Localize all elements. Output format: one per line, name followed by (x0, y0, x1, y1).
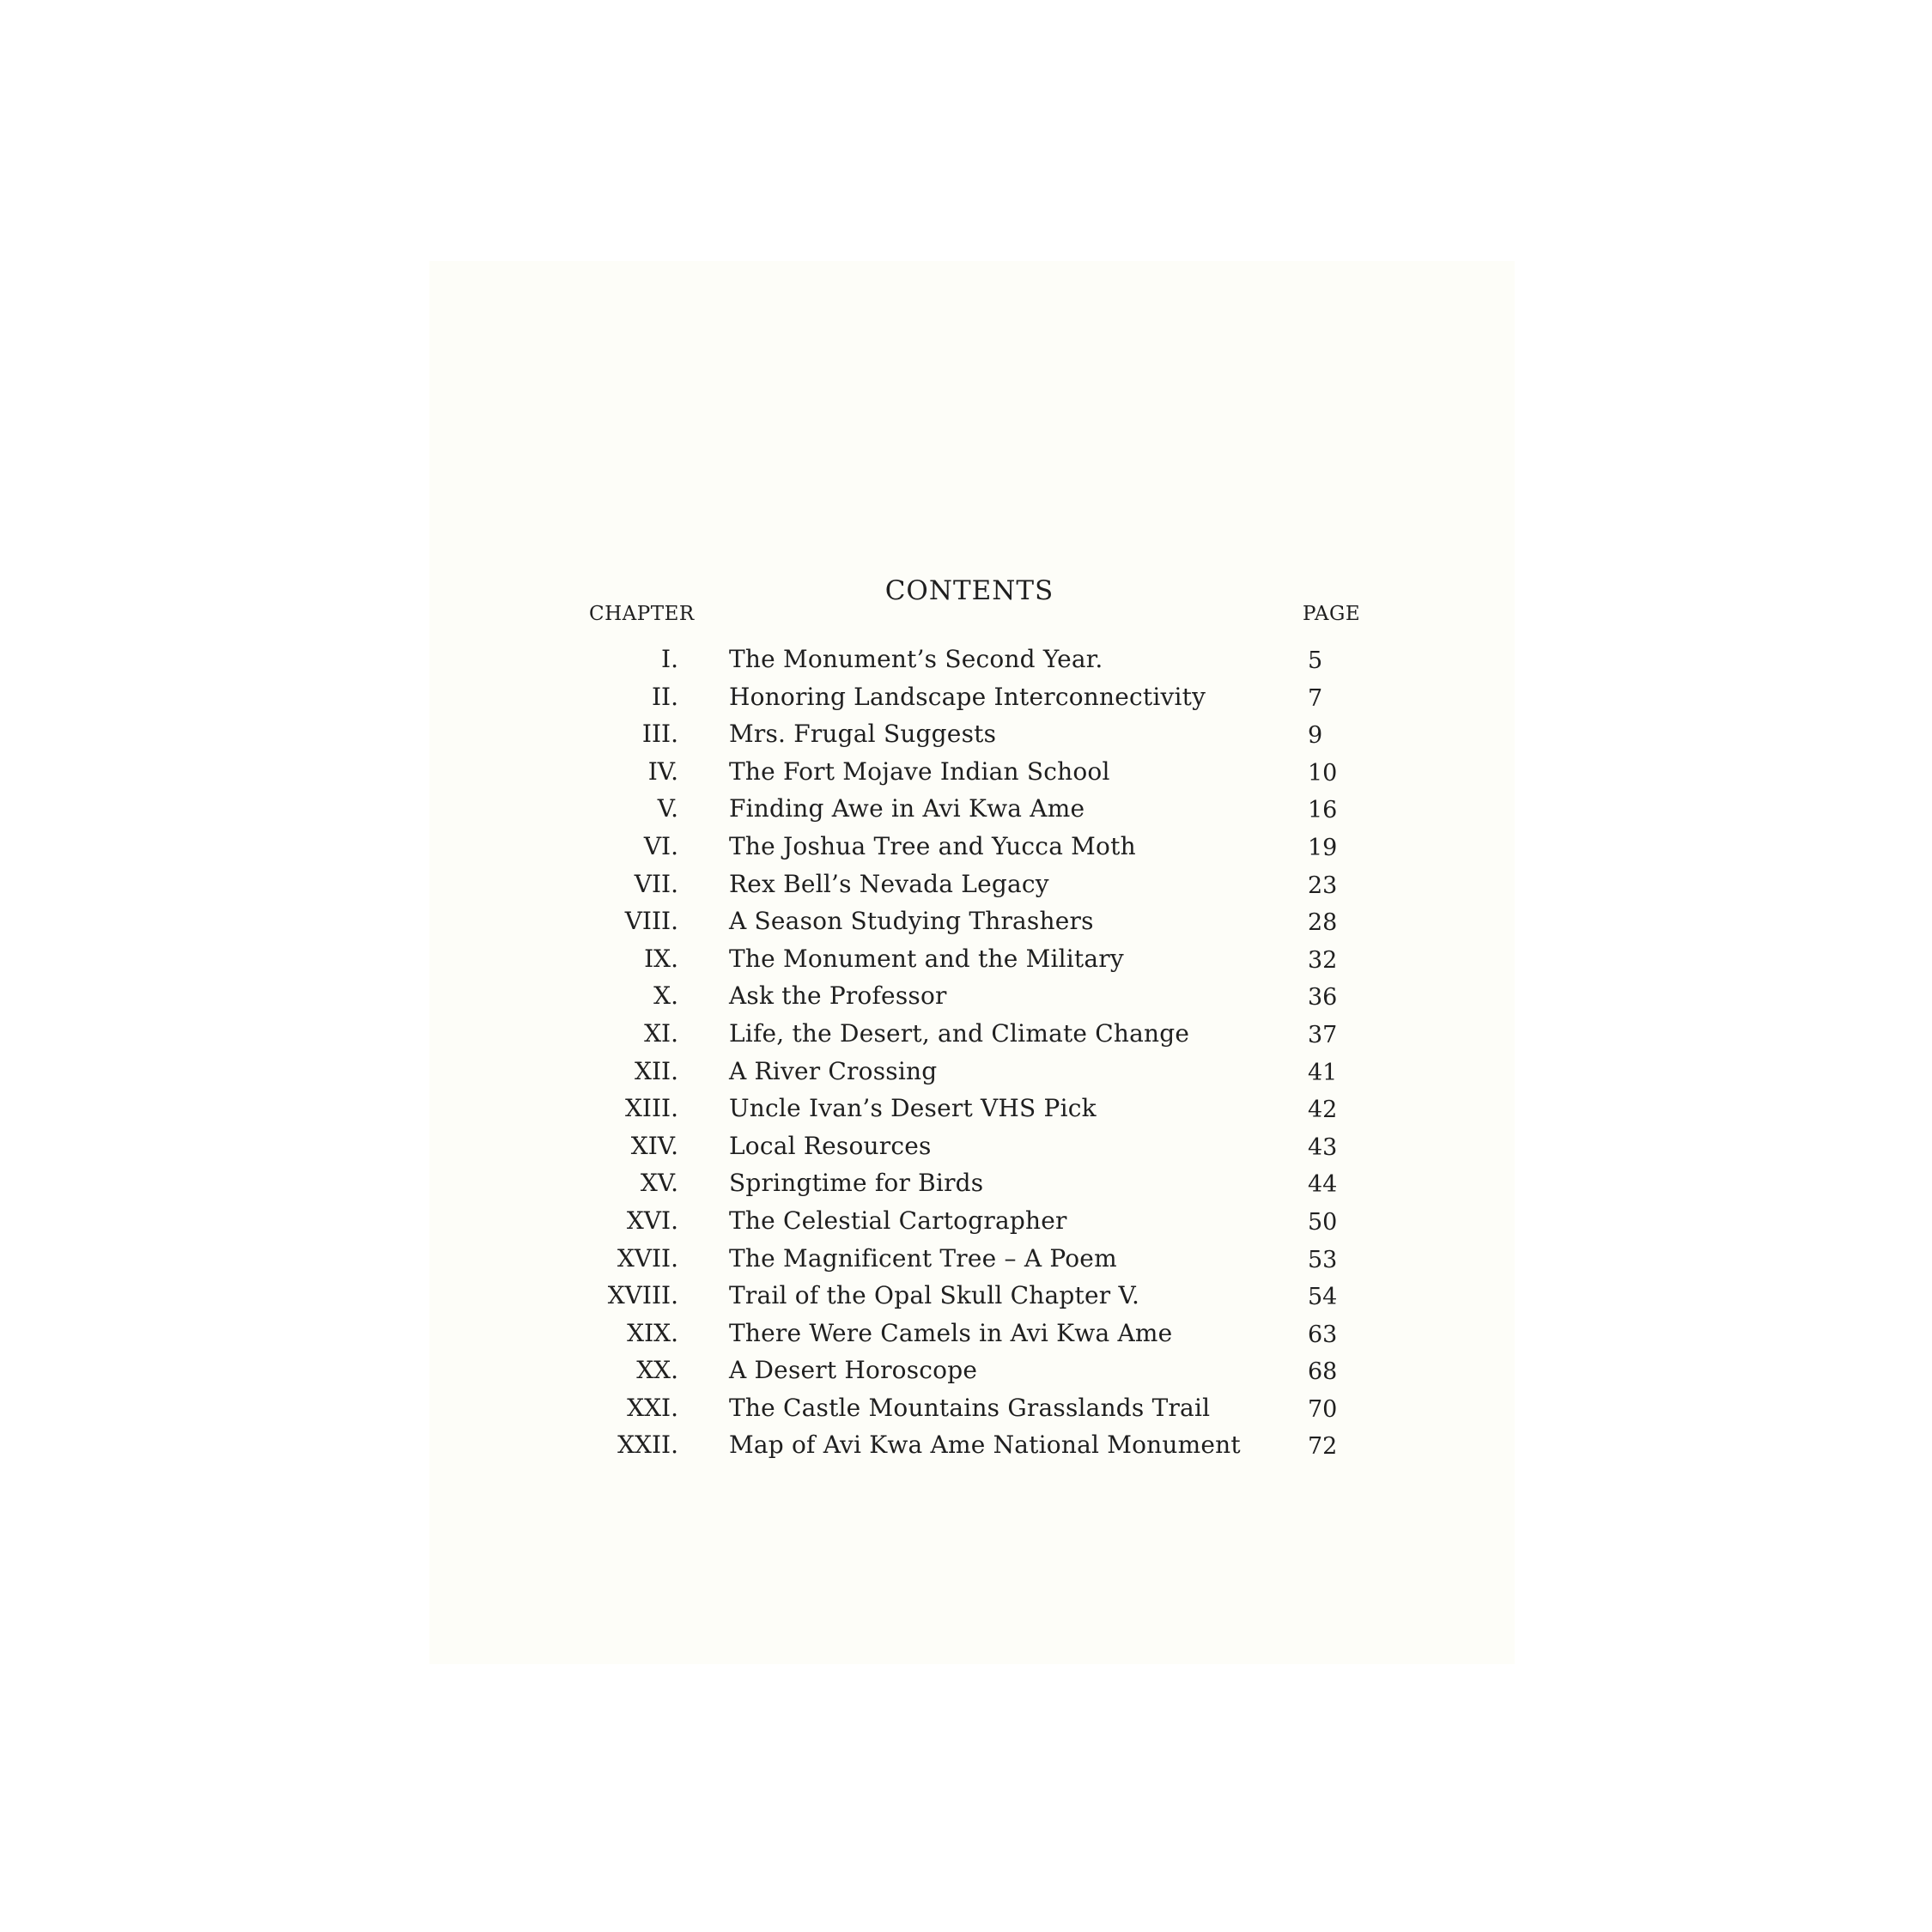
page-number: 23 (1308, 872, 1338, 899)
chapter-number: V. (657, 794, 678, 823)
toc-entry (429, 1053, 1515, 1091)
toc-entry (429, 940, 1515, 978)
page-number: 70 (1308, 1395, 1338, 1423)
toc-entry (429, 1015, 1515, 1053)
toc-entry (429, 1127, 1515, 1165)
chapter-number: VIII. (624, 907, 678, 936)
chapter-title: Trail of the Opal Skull Chapter V. (729, 1281, 1140, 1310)
page-number: 37 (1308, 1021, 1338, 1048)
page-number: 41 (1308, 1059, 1338, 1086)
page-number: 28 (1308, 909, 1338, 937)
chapter-title: The Joshua Tree and Yucca Moth (729, 831, 1136, 860)
page-number: 63 (1308, 1321, 1338, 1348)
chapter-title: Local Resources (729, 1131, 932, 1160)
chapter-title: The Celestial Cartographer (729, 1206, 1067, 1235)
page-number: 43 (1308, 1133, 1338, 1161)
toc-entry (429, 1090, 1515, 1127)
page-number: 53 (1308, 1246, 1338, 1273)
chapter-title: Ask the Professor (729, 981, 947, 1011)
chapter-title: Map of Avi Kwa Ame National Monument (729, 1431, 1241, 1460)
toc-entry (429, 1240, 1515, 1278)
chapter-number: XX. (636, 1356, 678, 1385)
chapter-number: VII. (634, 869, 678, 898)
chapter-number: XVIII. (607, 1281, 678, 1310)
chapter-title: Springtime for Birds (729, 1169, 984, 1198)
page-number: 36 (1308, 984, 1338, 1012)
page-number: 68 (1308, 1358, 1338, 1386)
page-number: 72 (1308, 1433, 1338, 1461)
chapter-number: X. (653, 981, 678, 1011)
toc-entry (429, 977, 1515, 1015)
chapter-title: Uncle Ivan’s Desert VHS Pick (729, 1094, 1097, 1123)
toc-entry (429, 641, 1515, 678)
toc-entry (429, 902, 1515, 940)
chapter-number: XIX. (627, 1318, 678, 1347)
toc-entry (429, 1315, 1515, 1352)
page-number: 7 (1308, 684, 1323, 712)
toc-entry (429, 1277, 1515, 1315)
toc-entry (429, 828, 1515, 866)
chapter-number: XV. (640, 1169, 678, 1198)
chapter-title: The Fort Mojave Indian School (729, 756, 1110, 786)
page-number: 16 (1308, 797, 1338, 824)
toc-entry (429, 1164, 1515, 1202)
page-number: 32 (1308, 946, 1338, 974)
chapter-number: XXI. (627, 1393, 678, 1422)
toc-list (429, 641, 1515, 1464)
chapter-number: XI. (644, 1018, 678, 1048)
page-number: 42 (1308, 1097, 1338, 1124)
chapter-number: VI. (643, 831, 678, 860)
toc-entry (429, 715, 1515, 753)
chapter-title: The Monument and the Military (729, 944, 1124, 973)
page-number: 54 (1308, 1284, 1338, 1311)
chapter-title: Honoring Landscape Interconnectivity (729, 682, 1206, 711)
chapter-number: I. (661, 645, 678, 673)
chapter-number: III. (641, 720, 678, 749)
page-number: 10 (1308, 759, 1338, 787)
chapter-number: XVII. (617, 1243, 678, 1273)
toc-entry (429, 866, 1515, 903)
contents-heading-text: CONTENTS (884, 575, 1054, 606)
toc-entry (429, 753, 1515, 791)
chapter-title: A River Crossing (729, 1056, 938, 1085)
toc-entry (429, 790, 1515, 828)
chapter-title: There Were Camels in Avi Kwa Ame (729, 1318, 1173, 1347)
document-page (429, 261, 1515, 1664)
chapter-number: II. (651, 682, 678, 711)
chapter-column-header: CHAPTER (589, 603, 695, 625)
chapter-title: Life, the Desert, and Climate Change (729, 1018, 1190, 1048)
chapter-title: The Castle Mountains Grasslands Trail (729, 1393, 1211, 1422)
chapter-title: A Season Studying Thrashers (729, 907, 1094, 936)
toc-entry (429, 678, 1515, 716)
page-column-header: PAGE (1303, 603, 1361, 625)
chapter-number: XIII. (624, 1094, 678, 1123)
toc-entry (429, 1426, 1515, 1464)
toc-entry (429, 1352, 1515, 1389)
page-number: 5 (1308, 647, 1323, 674)
toc-entry (429, 1202, 1515, 1240)
chapter-title: The Monument’s Second Year. (729, 645, 1103, 673)
chapter-number: XII. (635, 1056, 678, 1085)
page-number: 9 (1308, 722, 1323, 750)
chapter-title: Finding Awe in Avi Kwa Ame (729, 794, 1085, 823)
toc-entry (429, 1389, 1515, 1427)
page-number: 19 (1308, 834, 1338, 861)
chapter-number: XIV. (630, 1131, 678, 1160)
page-number: 50 (1308, 1208, 1338, 1236)
chapter-number: XVI. (626, 1206, 678, 1235)
chapter-title: Mrs. Frugal Suggests (729, 720, 997, 749)
chapter-title: A Desert Horoscope (729, 1356, 978, 1385)
chapter-title: Rex Bell’s Nevada Legacy (729, 869, 1049, 898)
page-number: 44 (1308, 1171, 1338, 1199)
chapter-title: The Magnificent Tree – A Poem (729, 1243, 1117, 1273)
chapter-number: IX. (644, 944, 678, 973)
chapter-number: IV. (647, 756, 678, 786)
chapter-number: XXII. (617, 1431, 678, 1460)
